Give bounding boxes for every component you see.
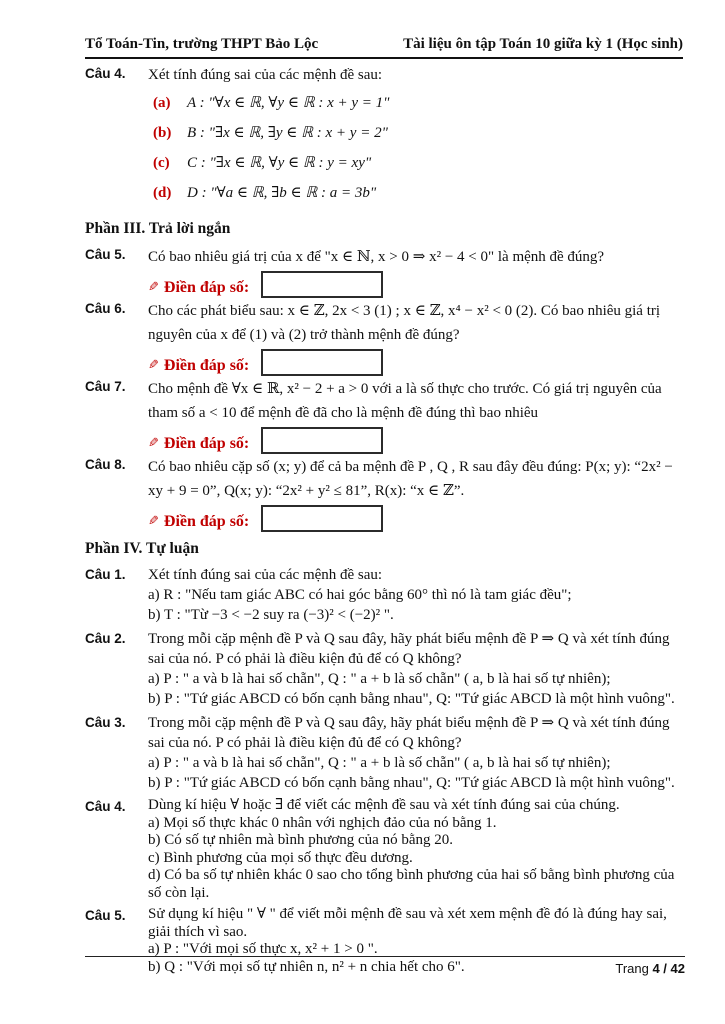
question-text: Cho mệnh đề ∀x ∈ ℝ, x² − 2 + a > 0 với a là số thực cho trước. Có giá trị nguyên của tham số a < 10 để mệnh đề đã cho là mệnh đề đúng thì bao nhiêu — [148, 381, 662, 421]
essay-question-3 — [85, 713, 683, 793]
option-statement: D : "∀a ∈ ℝ, ∃b ∈ ℝ : a = 3b" — [187, 185, 377, 201]
option-c — [148, 153, 683, 173]
option-statement: C : "∃x ∈ ℝ, ∀y ∈ ℝ : y = xy" — [187, 155, 372, 171]
question-cau8 — [85, 455, 683, 533]
question-label: Câu 4. — [85, 799, 126, 814]
option-marker: (d) — [153, 185, 172, 201]
option-marker: (c) — [153, 155, 170, 171]
question-label: Câu 6. — [85, 301, 126, 316]
question-body — [148, 455, 683, 533]
question-cau4-truefalse — [85, 64, 683, 213]
question-body — [148, 713, 683, 793]
question-intro: Trong mỗi cặp mệnh đề P và Q sau đây, hãy phát biểu mệnh đề P ⇒ Q và xét tính đúng sai của nó. P có phải là điều kiện đủ để có Q không? — [148, 715, 670, 751]
answer-row — [148, 503, 683, 532]
question-text: Cho các phát biểu sau: x ∈ ℤ, 2x < 3 (1) ; x ∈ ℤ, x⁴ − x² < 0 (2). Có bao nhiêu giá trị nguyên của x để (1) và (2) trở thành mệnh đề đúng? — [148, 303, 661, 343]
option-a — [148, 93, 683, 113]
question-item-b: b) P : "Tứ giác ABCD có bốn cạnh bằng nhau", Q: "Tứ giác ABCD là một hình vuông". — [148, 775, 675, 791]
question-body — [148, 629, 683, 709]
answer-box[interactable] — [261, 505, 383, 532]
option-d — [148, 183, 683, 203]
option-marker: (a) — [153, 95, 171, 111]
question-item-b: b) Q : "Với mọi số tự nhiên n, n² + n chia hết cho 6". — [148, 958, 465, 975]
option-b — [148, 123, 683, 143]
question-item-b: b) T : "Từ −3 < −2 suy ra (−3)² < (−2)² ". — [148, 607, 394, 623]
pencil-icon: ✎ — [148, 436, 159, 451]
question-cau6 — [85, 299, 683, 377]
question-item-a: a) P : " a và b là hai số chẵn", Q : " a + b là số chẵn" ( a, b là hai số tự nhiên); — [148, 671, 611, 687]
question-label: Câu 5. — [85, 908, 126, 923]
question-label: Câu 2. — [85, 631, 126, 646]
question-item-b: b) P : "Tứ giác ABCD có bốn cạnh bằng nhau", Q: "Tứ giác ABCD là một hình vuông". — [148, 691, 675, 707]
question-cau7 — [85, 377, 683, 455]
question-body — [148, 299, 683, 377]
page-header — [85, 36, 683, 59]
answer-row — [148, 269, 683, 298]
question-body — [148, 565, 683, 625]
option-statement: A : "∀x ∈ ℝ, ∀y ∈ ℝ : x + y = 1" — [187, 95, 390, 111]
question-intro: Sử dụng kí hiệu " ∀ " để viết mỗi mệnh đề sau và xét xem mệnh đề đó là đúng hay sai, giải thích vì sao. — [148, 906, 667, 940]
question-body — [148, 797, 683, 902]
question-label: Câu 4. — [85, 66, 126, 81]
question-label: Câu 1. — [85, 567, 126, 582]
question-item-d: d) Có ba số tự nhiên khác 0 sao cho tổng bình phương của hai số bằng bình phương của số còn lại. — [148, 867, 675, 901]
pencil-icon: ✎ — [148, 280, 159, 295]
question-body — [148, 64, 683, 213]
essay-question-2 — [85, 629, 683, 709]
answer-prompt: Điền đáp số: — [163, 513, 250, 530]
option-statement: B : "∃x ∈ ℝ, ∃y ∈ ℝ : x + y = 2" — [187, 125, 388, 141]
essay-question-1 — [85, 565, 683, 625]
question-item-b: b) Có số tự nhiên mà bình phương của nó bằng 20. — [148, 832, 453, 848]
question-text: Có bao nhiêu giá trị của x để "x ∈ ℕ, x > 0 ⇒ x² − 4 < 0" là mệnh đề đúng? — [148, 249, 605, 265]
page-footer — [85, 956, 685, 976]
question-label: Câu 7. — [85, 379, 126, 394]
question-cau5 — [85, 245, 683, 299]
question-item-a: a) P : " a và b là hai số chẵn", Q : " a + b là số chẵn" ( a, b là hai số tự nhiên); — [148, 755, 611, 771]
question-intro: Dùng kí hiệu ∀ hoặc ∃ để viết các mệnh đề sau và xét tính đúng sai của chúng. — [148, 797, 620, 813]
header-right-title: Tài liệu ôn tập Toán 10 giữa kỳ 1 (Học sinh) — [403, 36, 683, 52]
answer-prompt: Điền đáp số: — [163, 279, 250, 296]
header-left-title: Tổ Toán-Tin, trường THPT Bảo Lộc — [85, 36, 319, 52]
question-label: Câu 3. — [85, 715, 126, 730]
question-item-c: c) Bình phương của mọi số thực đều dương. — [148, 849, 413, 866]
pencil-icon: ✎ — [148, 514, 159, 529]
page-number-value: 4 / 42 — [652, 961, 685, 976]
answer-row — [148, 425, 683, 454]
question-item-a: a) Mọi số thực khác 0 nhân với nghịch đảo của nó bằng 1. — [148, 814, 497, 831]
answer-box[interactable] — [261, 271, 383, 298]
question-text: Có bao nhiêu cặp số (x; y) để cả ba mệnh đề P , Q , R sau đây đều đúng: P(x; y): “2x² − xy + 9 = 0”, Q(x; y): “2x² + y² ≤ 81”, R(x): “x ∈ ℤ”. — [148, 459, 673, 499]
question-body — [148, 245, 683, 299]
page-number-label: Trang — [615, 961, 649, 976]
section-title-part3: Phần III. Trả lời ngắn — [85, 220, 231, 237]
question-intro: Trong mỗi cặp mệnh đề P và Q sau đây, hãy phát biểu mệnh đề P ⇒ Q và xét tính đúng sai của nó. P có phải là điều kiện đủ để có Q không? — [148, 631, 670, 667]
answer-prompt: Điền đáp số: — [163, 357, 250, 374]
option-marker: (b) — [153, 125, 172, 141]
question-body — [148, 377, 683, 455]
question-intro: Xét tính đúng sai của các mệnh đề sau: — [148, 567, 383, 583]
answer-box[interactable] — [261, 427, 383, 454]
question-item-a: a) P : "Với mọi số thực x, x² + 1 > 0 ". — [148, 941, 378, 957]
question-label: Câu 8. — [85, 457, 126, 472]
answer-box[interactable] — [261, 349, 383, 376]
question-label: Câu 5. — [85, 247, 126, 262]
pencil-icon: ✎ — [148, 358, 159, 373]
question-intro: Xét tính đúng sai của các mệnh đề sau: — [148, 67, 383, 83]
answer-row — [148, 347, 683, 376]
section-title-part4: Phần IV. Tự luận — [85, 540, 199, 557]
essay-question-4 — [85, 797, 683, 902]
answer-prompt: Điền đáp số: — [163, 435, 250, 452]
question-item-a: a) R : "Nếu tam giác ABC có hai góc bằng 60° thì nó là tam giác đều"; — [148, 587, 572, 603]
